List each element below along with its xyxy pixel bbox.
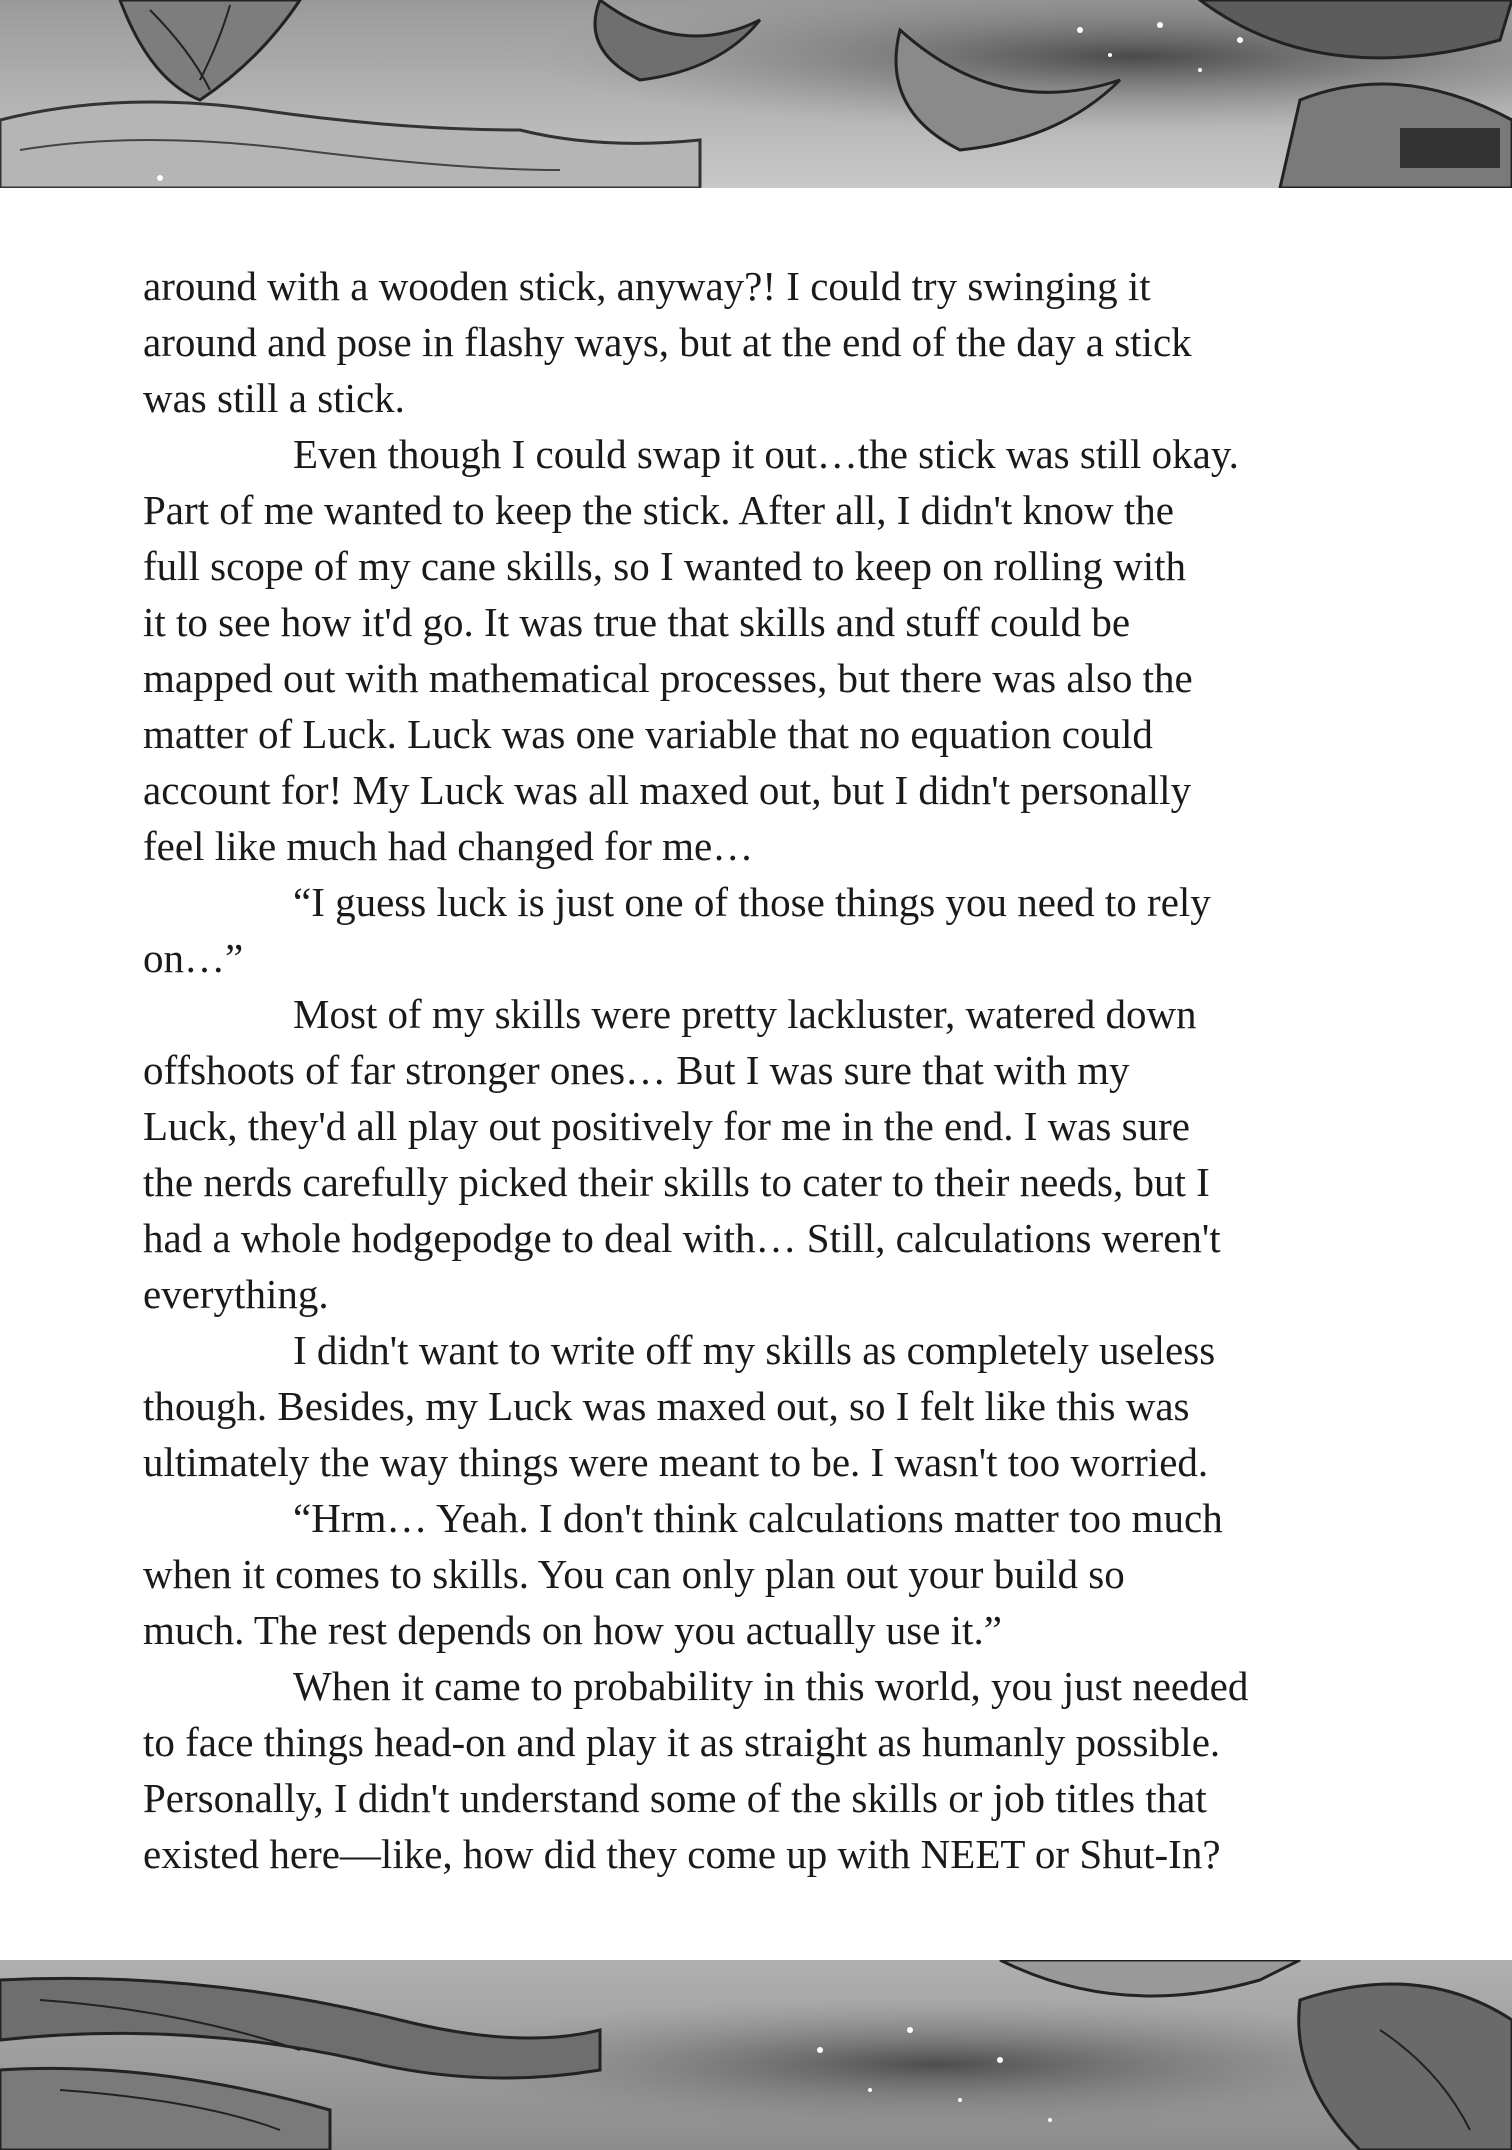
text-line: to face things head-on and play it as straight as humanly possible.: [143, 1719, 1221, 1765]
text-line: matter of Luck. Luck was one variable that no equation could: [143, 711, 1153, 757]
body-text: [143, 258, 1413, 1882]
text-line: account for! My Luck was all maxed out, but I didn't personally: [143, 767, 1192, 813]
text-line: full scope of my cane skills, so I wanted to keep on rolling with: [143, 543, 1187, 589]
bottom-forest-illustration: [0, 1960, 1512, 2150]
text-line: the nerds carefully picked their skills to cater to their needs, but I: [143, 1159, 1210, 1205]
text-line: Luck, they'd all play out positively for me in the end. I was sure: [143, 1103, 1190, 1149]
top-forest-illustration: [0, 0, 1512, 188]
text-line: “Hrm… Yeah. I don't think calculations matter too much: [293, 1495, 1223, 1541]
text-line: “I guess luck is just one of those things you need to rely: [293, 879, 1211, 925]
text-line: it to see how it'd go. It was true that skills and stuff could be: [143, 599, 1131, 645]
text-line: feel like much had changed for me…: [143, 823, 754, 869]
text-line: on…”: [143, 935, 244, 981]
text-line: everything.: [143, 1271, 329, 1317]
text-line: Most of my skills were pretty lackluster, watered down: [293, 991, 1197, 1037]
text-line: Even though I could swap it out…the stick was still okay.: [293, 431, 1239, 477]
text-line: had a whole hodgepodge to deal with… Still, calculations weren't: [143, 1215, 1221, 1261]
text-line: was still a stick.: [143, 375, 405, 421]
text-line: Personally, I didn't understand some of the skills or job titles that: [143, 1775, 1207, 1821]
text-line: I didn't want to write off my skills as completely useless: [293, 1327, 1216, 1373]
text-line: though. Besides, my Luck was maxed out, so I felt like this was: [143, 1383, 1190, 1429]
text-line: offshoots of far stronger ones… But I was sure that with my: [143, 1047, 1130, 1093]
text-line: ultimately the way things were meant to be. I wasn't too worried.: [143, 1439, 1209, 1485]
text-line: around and pose in flashy ways, but at the end of the day a stick: [143, 319, 1192, 365]
text-line: when it comes to skills. You can only plan out your build so: [143, 1551, 1125, 1597]
text-line: mapped out with mathematical processes, but there was also the: [143, 655, 1193, 701]
text-line: Part of me wanted to keep the stick. After all, I didn't know the: [143, 487, 1174, 533]
text-line: much. The rest depends on how you actually use it.”: [143, 1607, 1002, 1653]
text-line: existed here—like, how did they come up with NEET or Shut-In?: [143, 1831, 1221, 1877]
text-line: around with a wooden stick, anyway?! I could try swinging it: [143, 263, 1151, 309]
text-line: When it came to probability in this world, you just needed: [293, 1663, 1249, 1709]
